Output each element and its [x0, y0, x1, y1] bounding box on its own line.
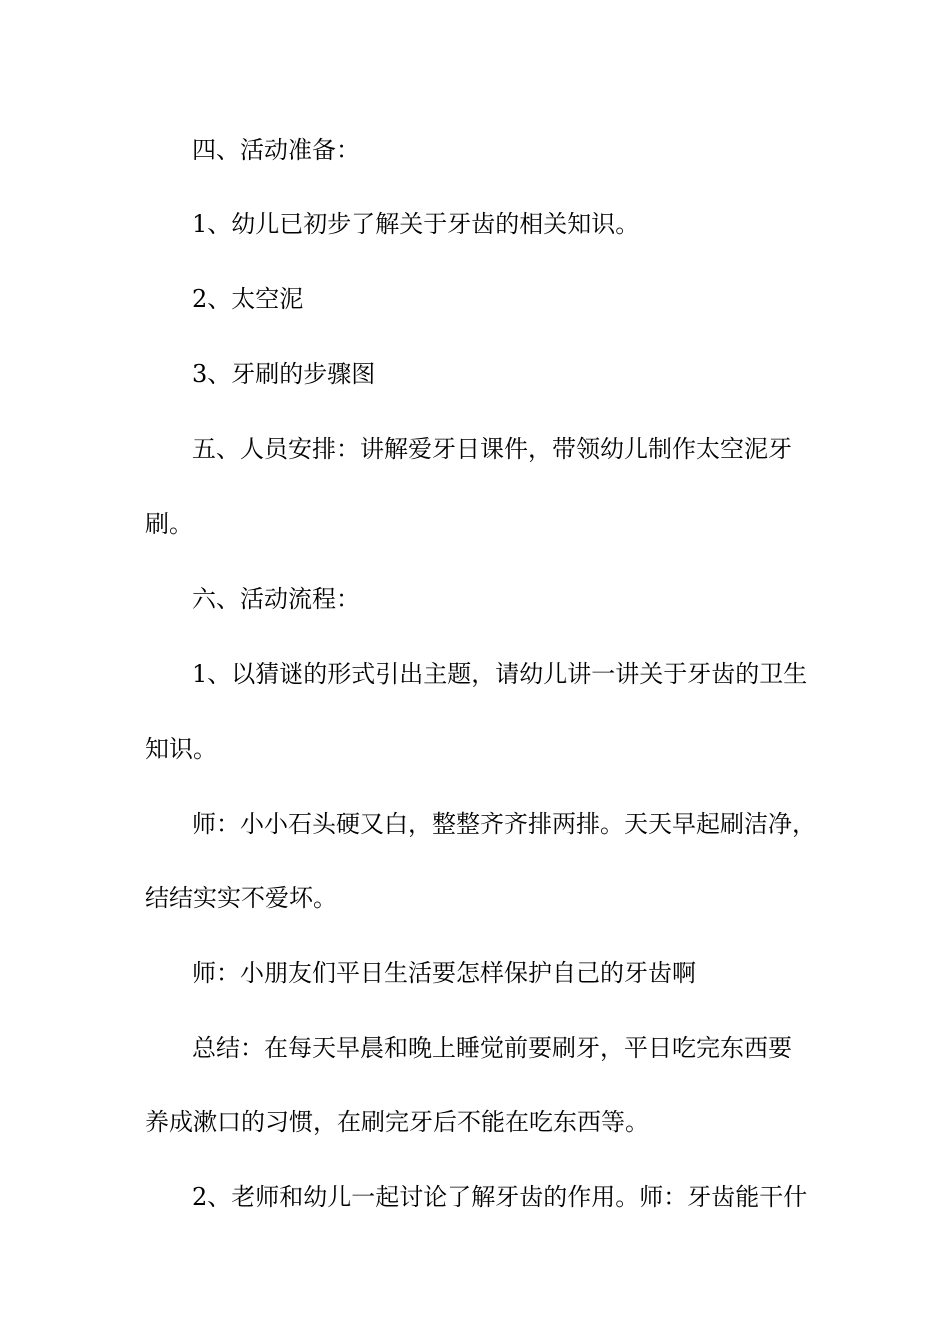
section-heading-process: 六、活动流程： [192, 585, 360, 613]
paragraph-line: 1、以猜谜的形式引出主题，请幼儿讲一讲关于牙齿的卫生 [192, 660, 808, 688]
paragraph-line: 3、牙刷的步骤图 [192, 360, 376, 388]
paragraph-line: 师：小小石头硬又白，整整齐齐排两排。天天早起刷洁净， [192, 810, 816, 838]
paragraph-line: 养成漱口的习惯，在刷完牙后不能在吃东西等。 [145, 1108, 649, 1136]
paragraph-line: 总结：在每天早晨和晚上睡觉前要刷牙，平日吃完东西要 [192, 1034, 792, 1062]
paragraph-line: 2、老师和幼儿一起讨论了解牙齿的作用。师：牙齿能干什 [192, 1183, 808, 1211]
paragraph-line: 1、幼儿已初步了解关于牙齿的相关知识。 [192, 210, 640, 238]
paragraph-line: 知识。 [145, 735, 217, 763]
paragraph-line: 结结实实不爱坏。 [145, 884, 337, 912]
paragraph-line: 刷。 [145, 510, 193, 538]
section-heading-preparation: 四、活动准备： [192, 136, 360, 164]
section-heading-staffing: 五、人员安排：讲解爱牙日课件，带领幼儿制作太空泥牙 [192, 435, 792, 463]
paragraph-line: 2、太空泥 [192, 285, 304, 313]
paragraph-line: 师：小朋友们平日生活要怎样保护自己的牙齿啊 [192, 959, 696, 987]
